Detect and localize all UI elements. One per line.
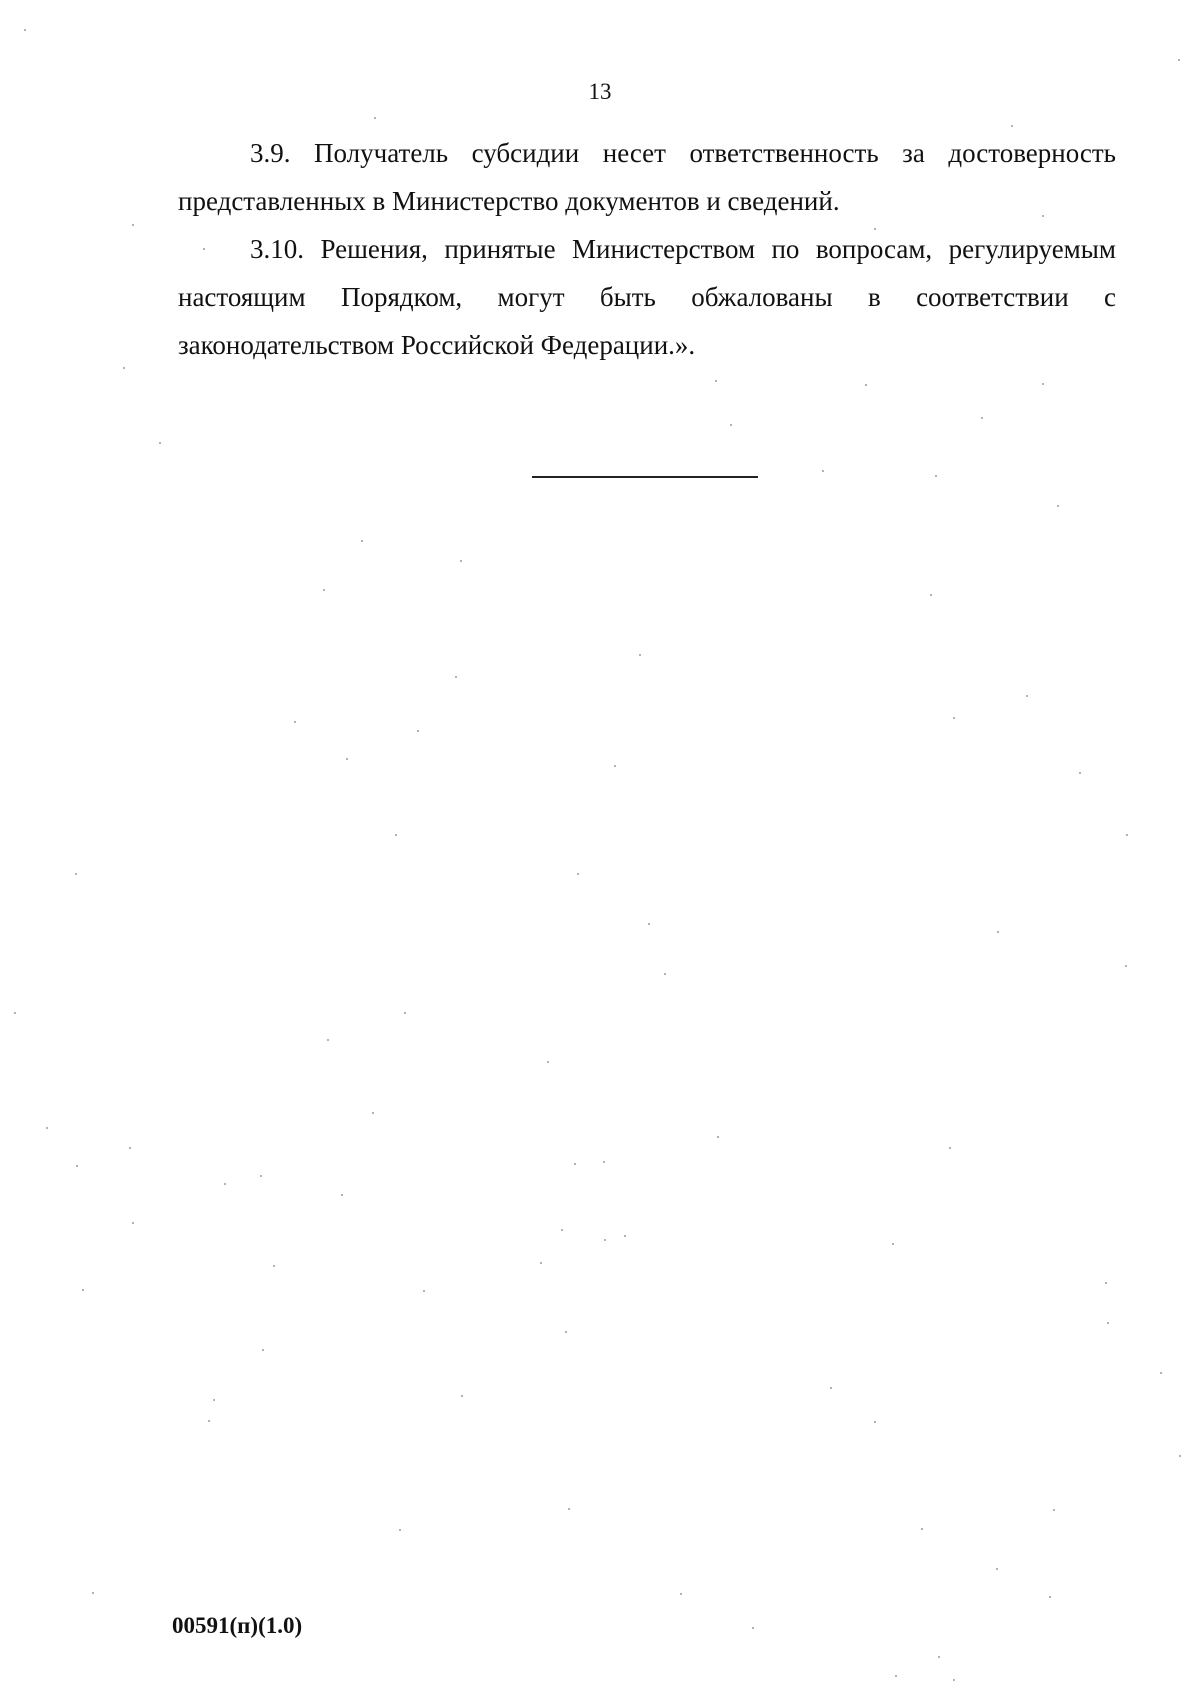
document-body: [178, 129, 1116, 369]
paragraph-3-10: 3.10. Решения, принятые Министерством по вопросам, регулируемым настоящим Порядком, могут быть обжалованы в соответствии с законодательством Российской Федерации.».: [178, 234, 1116, 360]
document-code: 00591(п)(1.0): [172, 1613, 303, 1638]
page-number: 13: [588, 79, 612, 104]
section-separator-line: [532, 476, 758, 478]
paragraph-3-9: 3.9. Получатель субсидии несет ответственность за достоверность представленных в Министерство документов и сведений.: [178, 138, 1116, 216]
